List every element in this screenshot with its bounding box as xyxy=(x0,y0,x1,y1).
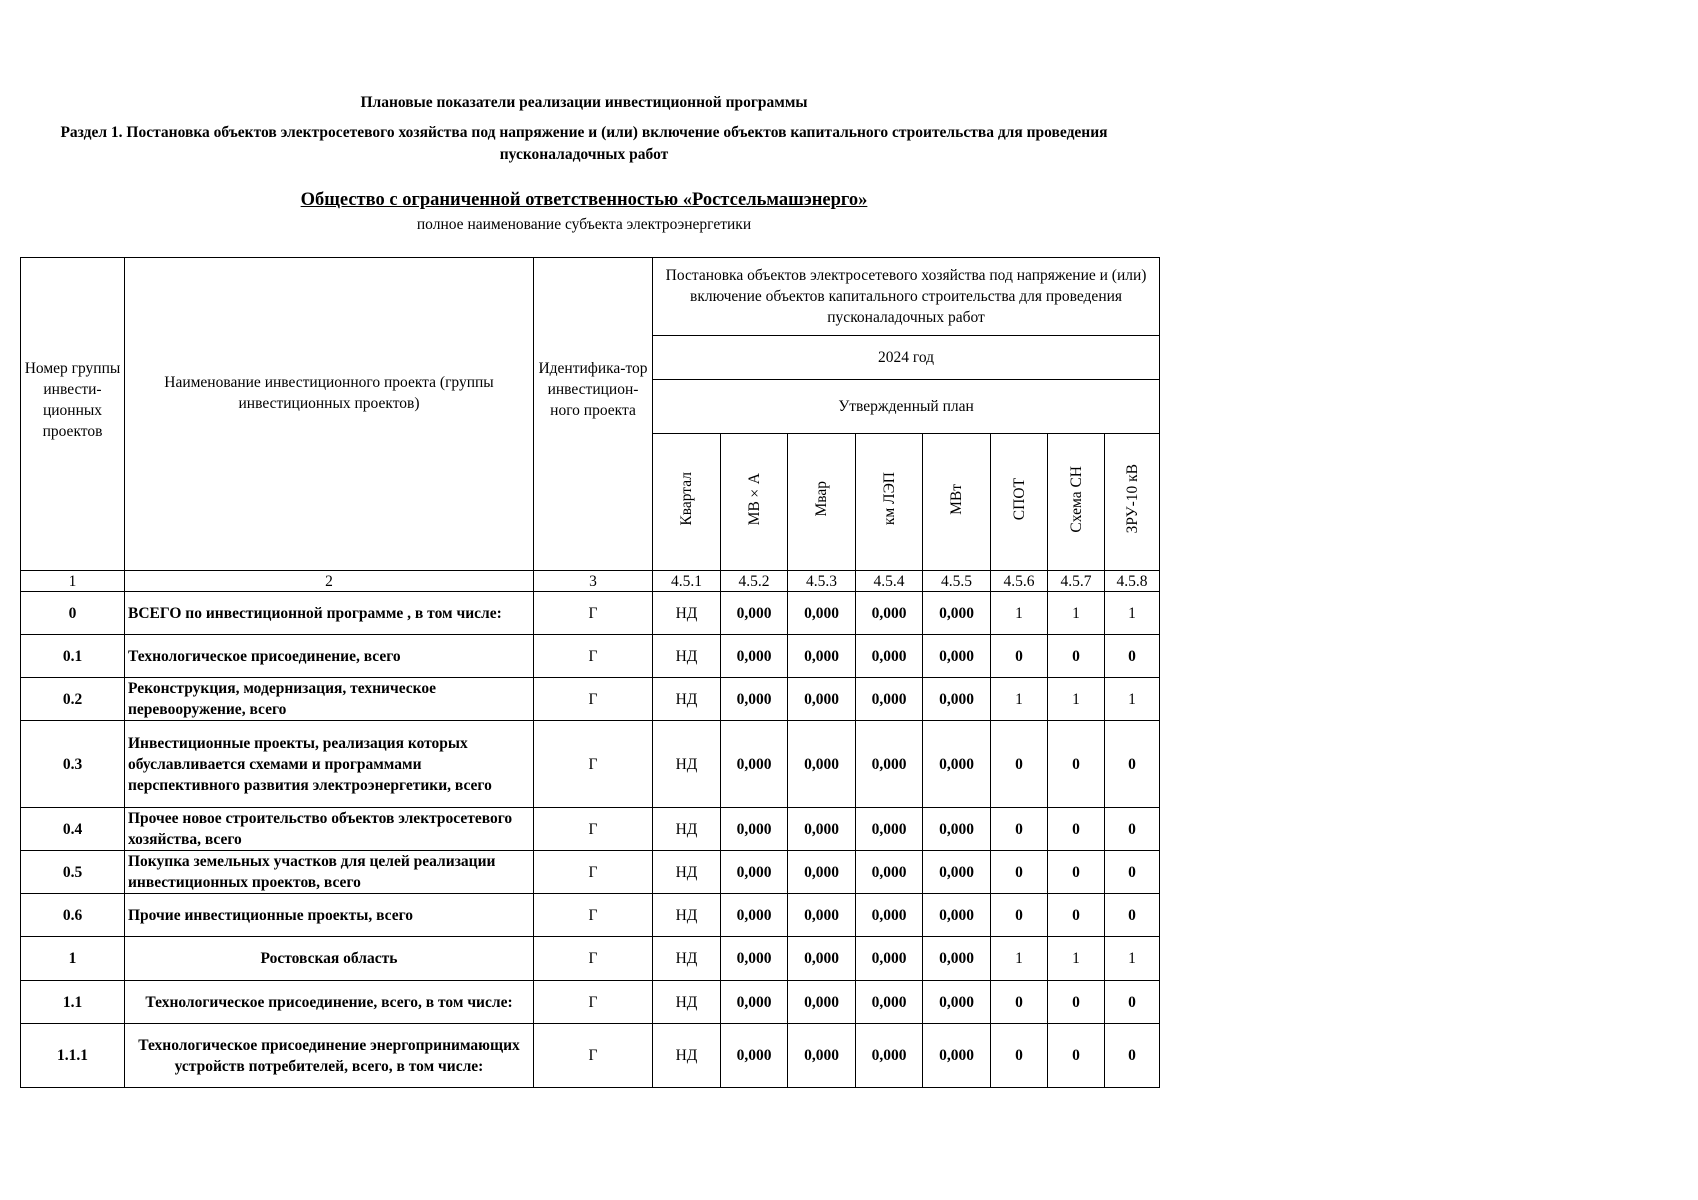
row-number-cell: 0.1 xyxy=(21,635,125,678)
row-name-cell: Реконструкция, модернизация, техническое перевооружение, всего xyxy=(125,678,534,721)
row-value-cell: 0 xyxy=(1048,851,1105,894)
column-number: 4.5.1 xyxy=(653,571,721,592)
header-plan: Утвержденный план xyxy=(653,380,1160,434)
row-value-cell: 0,000 xyxy=(856,721,923,808)
row-value-cell: 1 xyxy=(1048,592,1105,635)
row-value-cell: 0,000 xyxy=(856,894,923,937)
column-number: 4.5.3 xyxy=(788,571,856,592)
row-value-cell: 0,000 xyxy=(923,635,991,678)
header-year: 2024 год xyxy=(653,336,1160,380)
row-value-cell: НД xyxy=(653,635,721,678)
table-row xyxy=(21,1024,1160,1088)
organization-name-text: Общество с ограниченной ответственностью «Ростсельмашэнерго» xyxy=(300,190,868,210)
table-row xyxy=(21,678,1160,721)
row-value-cell: 1 xyxy=(1048,678,1105,721)
row-value-cell: 1 xyxy=(1105,937,1160,981)
column-number: 1 xyxy=(21,571,125,592)
unit-header-cell: МВ×А xyxy=(745,472,763,526)
row-value-cell: 0,000 xyxy=(923,721,991,808)
row-name-cell: Ростовская область xyxy=(125,937,534,981)
row-value-cell: 0,000 xyxy=(721,894,788,937)
row-number-cell: 1.1 xyxy=(21,981,125,1024)
table-row xyxy=(21,635,1160,678)
row-value-cell: НД xyxy=(653,894,721,937)
row-value-cell: 0,000 xyxy=(721,635,788,678)
row-identifier-cell: Г xyxy=(534,981,653,1024)
unit-header-cell: Квартал xyxy=(678,472,695,526)
column-number: 4.5.7 xyxy=(1048,571,1105,592)
row-identifier-cell: Г xyxy=(534,937,653,981)
row-value-cell: 0,000 xyxy=(923,981,991,1024)
row-identifier-cell: Г xyxy=(534,721,653,808)
row-value-cell: 0,000 xyxy=(856,592,923,635)
row-value-cell: 0,000 xyxy=(856,635,923,678)
row-value-cell: 1 xyxy=(991,678,1048,721)
row-name-cell: Прочие инвестиционные проекты, всего xyxy=(125,894,534,937)
row-value-cell: 0 xyxy=(1105,981,1160,1024)
column-number: 4.5.2 xyxy=(721,571,788,592)
header-group: Постановка объектов электросетевого хозяйства под напряжение и (или) включение объектов капитального строительства для проведения пусконаладочных работ xyxy=(653,258,1160,336)
row-value-cell: 0,000 xyxy=(788,894,856,937)
row-value-cell: НД xyxy=(653,937,721,981)
row-value-cell: 0,000 xyxy=(788,635,856,678)
header-identifier: Идентифика-тор инвестицион-ного проекта xyxy=(534,258,653,571)
row-value-cell: 1 xyxy=(991,937,1048,981)
row-value-cell: 0 xyxy=(991,981,1048,1024)
table-row xyxy=(21,937,1160,981)
row-value-cell: 0,000 xyxy=(721,592,788,635)
row-value-cell: 0 xyxy=(1048,1024,1105,1088)
row-value-cell: НД xyxy=(653,721,721,808)
unit-header-cell: СПОТ xyxy=(1010,477,1028,521)
row-number-cell: 0.5 xyxy=(21,851,125,894)
row-value-cell: 0,000 xyxy=(721,981,788,1024)
row-value-cell: 0,000 xyxy=(788,808,856,851)
row-identifier-cell: Г xyxy=(534,1024,653,1088)
unit-header-cell: МВт xyxy=(948,483,965,515)
table-row xyxy=(21,808,1160,851)
row-value-cell: 0,000 xyxy=(788,981,856,1024)
row-value-cell: 1 xyxy=(1105,592,1160,635)
row-value-cell: 0,000 xyxy=(856,937,923,981)
table-row xyxy=(21,894,1160,937)
row-value-cell: 0,000 xyxy=(856,1024,923,1088)
row-name-cell: Технологическое присоединение, всего xyxy=(125,635,534,678)
section-title: Раздел 1. Постановка объектов электросетевого хозяйства под напряжение и (или) включение объектов капитального строительства для проведения пусконаладочных работ xyxy=(60,124,1108,163)
row-value-cell: 0,000 xyxy=(923,937,991,981)
row-number-cell: 1 xyxy=(21,937,125,981)
row-value-cell: 0 xyxy=(991,851,1048,894)
row-value-cell: 0,000 xyxy=(923,894,991,937)
unit-header-cell: км ЛЭП xyxy=(880,472,898,526)
row-value-cell: НД xyxy=(653,851,721,894)
row-identifier-cell: Г xyxy=(534,635,653,678)
row-name-cell: Технологическое присоединение, всего, в том числе: xyxy=(125,981,534,1024)
row-value-cell: 0,000 xyxy=(721,721,788,808)
row-value-cell: 0,000 xyxy=(721,808,788,851)
row-identifier-cell: Г xyxy=(534,851,653,894)
row-value-cell: 0,000 xyxy=(923,678,991,721)
row-value-cell: 0,000 xyxy=(788,721,856,808)
row-value-cell: 0,000 xyxy=(721,1024,788,1088)
row-identifier-cell: Г xyxy=(534,894,653,937)
column-number: 2 xyxy=(125,571,534,592)
row-value-cell: 1 xyxy=(991,592,1048,635)
row-name-cell: Инвестиционные проекты, реализация которых обуславливается схемами и программами перспективного развития электроэнергетики, всего xyxy=(125,721,534,808)
organization-name xyxy=(0,190,1168,211)
row-number-cell: 1.1.1 xyxy=(21,1024,125,1088)
row-value-cell: НД xyxy=(653,1024,721,1088)
row-value-cell: 0,000 xyxy=(923,851,991,894)
investment-plan-table xyxy=(20,257,1160,1088)
document-title: Плановые показатели реализации инвестиционной программы xyxy=(360,94,808,111)
row-value-cell: 0,000 xyxy=(721,851,788,894)
row-value-cell: 0,000 xyxy=(788,592,856,635)
row-value-cell: 0,000 xyxy=(856,981,923,1024)
row-value-cell: 0 xyxy=(991,721,1048,808)
row-value-cell: 0,000 xyxy=(923,592,991,635)
row-value-cell: НД xyxy=(653,808,721,851)
row-value-cell: 0,000 xyxy=(788,678,856,721)
unit-header-cell: Схема СН xyxy=(1067,465,1085,533)
column-number: 4.5.6 xyxy=(991,571,1048,592)
row-value-cell: 0 xyxy=(991,635,1048,678)
row-name-cell: ВСЕГО по инвестиционной программе , в том числе: xyxy=(125,592,534,635)
row-value-cell: 0 xyxy=(1105,635,1160,678)
row-value-cell: 0 xyxy=(1048,894,1105,937)
row-number-cell: 0.6 xyxy=(21,894,125,937)
row-identifier-cell: Г xyxy=(534,678,653,721)
row-value-cell: 0 xyxy=(1105,808,1160,851)
column-number: 3 xyxy=(534,571,653,592)
row-value-cell: 0,000 xyxy=(923,808,991,851)
row-name-cell: Покупка земельных участков для целей реализации инвестиционных проектов, всего xyxy=(125,851,534,894)
row-value-cell: 0 xyxy=(1105,851,1160,894)
table-row xyxy=(21,721,1160,808)
row-name-cell: Технологическое присоединение энергопринимающих устройств потребителей, всего, в том числе: xyxy=(125,1024,534,1088)
row-value-cell: 0,000 xyxy=(721,678,788,721)
row-value-cell: 0 xyxy=(1105,721,1160,808)
row-number-cell: 0.3 xyxy=(21,721,125,808)
row-number-cell: 0.4 xyxy=(21,808,125,851)
table-row xyxy=(21,981,1160,1024)
organization-caption: полное наименование субъекта электроэнергетики xyxy=(416,216,752,233)
row-value-cell: 0,000 xyxy=(788,851,856,894)
row-number-cell: 0.2 xyxy=(21,678,125,721)
header-group-number: Номер группы инвести-ционных проектов xyxy=(21,258,125,571)
row-value-cell: 1 xyxy=(1105,678,1160,721)
table-row xyxy=(21,592,1160,635)
row-value-cell: 0,000 xyxy=(856,851,923,894)
row-value-cell: 0 xyxy=(1048,981,1105,1024)
row-value-cell: 0,000 xyxy=(721,937,788,981)
row-value-cell: 0 xyxy=(991,808,1048,851)
row-value-cell: 0,000 xyxy=(856,808,923,851)
row-value-cell: НД xyxy=(653,592,721,635)
column-number-row xyxy=(21,571,1160,592)
row-value-cell: 0,000 xyxy=(788,1024,856,1088)
row-value-cell: 0 xyxy=(991,894,1048,937)
row-value-cell: 0,000 xyxy=(788,937,856,981)
row-number-cell: 0 xyxy=(21,592,125,635)
unit-header-cell: ЗРУ-10 кВ xyxy=(1123,464,1141,534)
row-value-cell: 0 xyxy=(1048,635,1105,678)
row-value-cell: 0,000 xyxy=(856,678,923,721)
column-number: 4.5.5 xyxy=(923,571,991,592)
row-identifier-cell: Г xyxy=(534,592,653,635)
row-value-cell: 0 xyxy=(1048,721,1105,808)
row-name-cell: Прочее новое строительство объектов электросетевого хозяйства, всего xyxy=(125,808,534,851)
row-value-cell: 1 xyxy=(1048,937,1105,981)
unit-header-cell: Мвар xyxy=(813,481,830,517)
row-value-cell: 0 xyxy=(1105,1024,1160,1088)
row-value-cell: НД xyxy=(653,678,721,721)
column-number: 4.5.4 xyxy=(856,571,923,592)
row-value-cell: 0,000 xyxy=(923,1024,991,1088)
row-value-cell: 0 xyxy=(1105,894,1160,937)
header-project-name: Наименование инвестиционного проекта (группы инвестиционных проектов) xyxy=(125,258,534,571)
row-value-cell: 0 xyxy=(1048,808,1105,851)
column-number: 4.5.8 xyxy=(1105,571,1160,592)
row-identifier-cell: Г xyxy=(534,808,653,851)
row-value-cell: НД xyxy=(653,981,721,1024)
table-row xyxy=(21,851,1160,894)
row-value-cell: 0 xyxy=(991,1024,1048,1088)
